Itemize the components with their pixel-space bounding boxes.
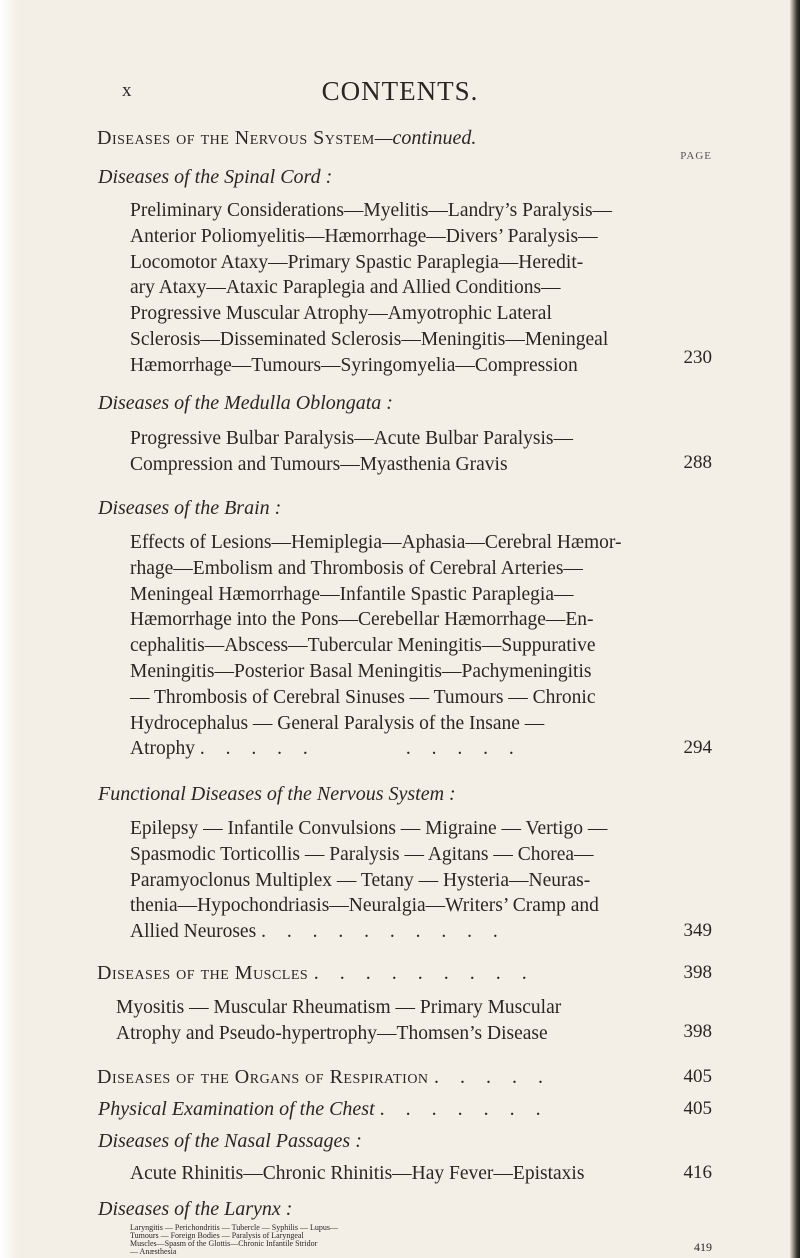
leader-dots: . . . . . [434,1066,552,1088]
entry-line-last [130,736,710,762]
page-number: 230 [683,347,712,368]
subsection-title-larynx: Diseases of the Larynx : [98,1198,293,1220]
page-binding-edge [790,0,800,1258]
entry-line: — Anæsthesia [130,1247,177,1256]
section-heading-nervous-system [97,127,476,150]
entry-line: Allied Neuroses [130,921,257,943]
entry-nasal [130,1161,710,1187]
entry-line: ary Ataxy—Ataxic Paraplegia and Allied Conditions— [130,277,561,299]
entry-muscles [116,995,696,1047]
entry-line: Muscles—Spasm of the Glottis—Chronic Infantile Stridor [130,1239,318,1248]
entry-functional [130,816,710,945]
entry-line: Effects of Lesions—Hemiplegia—Aphasia—Cerebral Hæmor- [130,532,622,553]
page-number: 419 [694,1240,712,1254]
entry-line: Progressive Bulbar Paralysis—Acute Bulbar Paralysis— [130,428,574,449]
entry-line: Meningeal Hæmorrhage—Infantile Spastic Paraplegia— [130,583,574,605]
entry-line: rhage—Embolism and Thrombosis of Cerebral Arteries— [130,557,583,579]
subsection-title-nasal: Diseases of the Nasal Passages : [98,1130,362,1152]
entry-line: Preliminary Considerations—Myelitis—Landry’s Paralysis— [130,200,613,221]
leader-dots: . . . . . . . . . . [261,921,506,943]
entry-brain [130,530,710,762]
entry-line: Spasmodic Torticollis — Paralysis — Agitans — Chorea— [130,843,594,865]
entry-line: Hæmorrhage into the Pons—Cerebellar Hæmorrhage—En- [130,609,594,631]
entry-line: Sclerosis—Disseminated Sclerosis—Meningitis—Meningeal [130,328,609,350]
page-number: 398 [683,1021,712,1042]
entry-line: Myositis — Muscular Rheumatism — Primary Muscular [116,997,562,1018]
section-title: Diseases of the Nervous System [97,127,375,149]
entry-line: thenia—Hypochondriasis—Neuralgia—Writers’ Cramp and [130,895,599,917]
page-number: 416 [683,1162,712,1183]
leader-dots: . . . . . . . . . [313,962,535,984]
entry-line: Hydrocephalus — General Paralysis of the Insane — [130,712,545,734]
entry-line: Compression and Tumours—Myasthenia Gravis [130,453,508,475]
entry-line: Acute Rhinitis—Chronic Rhinitis—Hay Fever—Epistaxis [130,1163,585,1184]
section-continued: —continued. [374,127,477,149]
page-number: 349 [683,920,712,941]
leader-dots: . . . . . . . . . . [199,738,522,760]
entry-line: Paramyoclonus Multiplex — Tetany — Hysteria—Neuras- [130,869,591,891]
subsection-title-brain: Diseases of the Brain : [98,497,282,519]
entry-line: Anterior Poliomyelitis—Hæmorrhage—Divers’ Paralysis— [130,225,598,247]
entry-line: — Thrombosis of Cerebral Sinuses — Tumours — Chronic [130,686,596,708]
section-heading-muscles [97,962,535,985]
page-title: CONTENTS. [321,76,479,106]
entry-line: Tumours — Foreign Bodies — Paralysis of Laryngeal [130,1231,304,1240]
page-left-edge [0,0,18,1258]
entry-spinal-cord [130,198,710,379]
section-heading-respiration [97,1066,551,1089]
entry-larynx [130,1224,710,1256]
page-number: 405 [683,1098,712,1119]
subsection-title-medulla: Diseases of the Medulla Oblongata : [98,392,393,414]
page-number: 288 [683,452,712,473]
entry-line-last [130,919,710,945]
subsection-title-spinal-cord: Diseases of the Spinal Cord : [98,166,333,188]
entry-line: Atrophy and Pseudo-hypertrophy—Thomsen’s Disease [116,1022,548,1044]
page-column-label: PAGE [680,150,712,162]
leader-dots: . . . . . . . [379,1098,549,1120]
entry-line: Locomotor Ataxy—Primary Spastic Paraplegia—Heredit- [130,251,584,273]
entry-line: Hæmorrhage—Tumours—Syringomyelia—Compression [130,354,578,376]
subsection-title-functional: Functional Diseases of the Nervous System : [98,783,456,805]
page-number: 398 [683,962,712,983]
entry-line: Progressive Muscular Atrophy—Amyotrophic Lateral [130,303,552,325]
subsection-title: Physical Examination of the Chest [98,1098,375,1120]
entry-line: Epilepsy — Infantile Convulsions — Migraine — Vertigo — [130,818,608,839]
entry-medulla [130,426,710,478]
section-title: Diseases of the Muscles [97,962,309,984]
subsection-title-physical-examination [98,1098,549,1121]
section-title: Diseases of the Organs of Respiration [97,1066,429,1088]
entry-line: Laryngitis — Perichondritis — Tubercle — Syphilis — Lupus— [130,1223,338,1232]
entry-line: Meningitis—Posterior Basal Meningitis—Pachymeningitis [130,660,592,682]
entry-line: Atrophy [130,738,195,760]
entry-line: cephalitis—Abscess—Tubercular Meningitis—Suppurative [130,635,596,657]
page-number-roman: x [122,80,132,101]
page-number: 294 [683,737,712,758]
page-number: 405 [683,1066,712,1087]
